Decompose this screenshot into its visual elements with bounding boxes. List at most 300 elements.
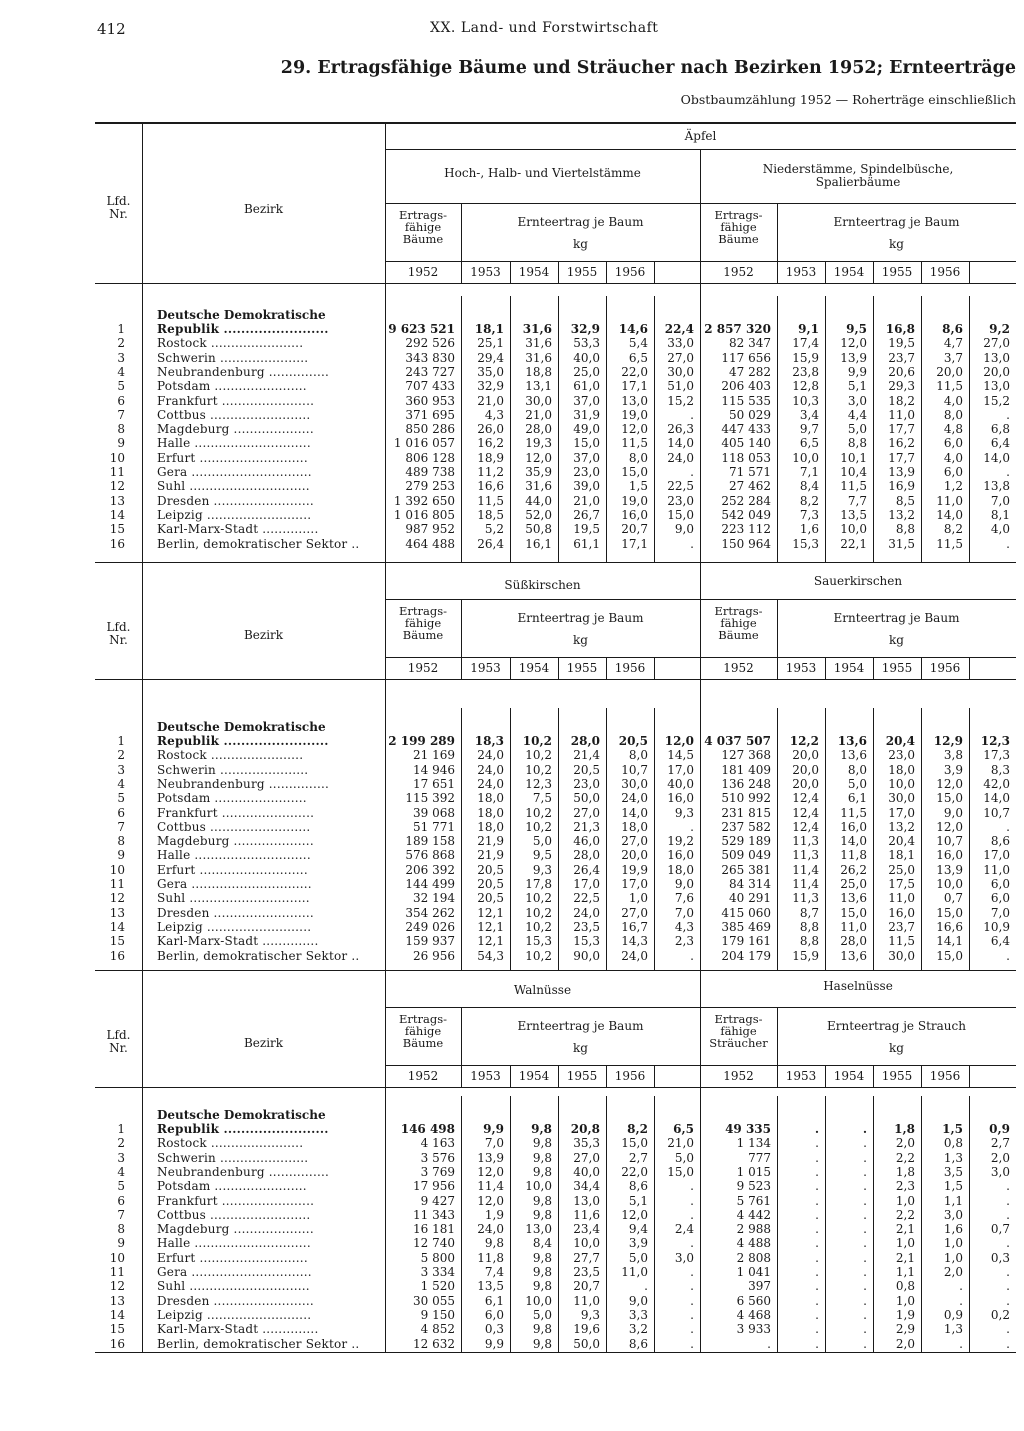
left-value-cell: 1 392 650 xyxy=(393,493,455,508)
left-value-cell: 31,6 xyxy=(525,350,552,365)
left-value-cell: 12 632 xyxy=(413,1336,455,1351)
right-value-cell: 12,0 xyxy=(936,819,963,834)
faehige-label: fähige xyxy=(720,220,757,234)
left-value-cell: 18,5 xyxy=(477,507,504,522)
left-value-cell: 14,6 xyxy=(618,322,648,336)
right-value-cell: 17,5 xyxy=(888,877,915,891)
yield-label: Ernteertrag je Baum xyxy=(517,215,644,229)
right-value-cell: . xyxy=(815,1307,819,1322)
left-value-cell: 1,0 xyxy=(628,891,648,906)
right-value-cell: 2,7 xyxy=(990,1136,1010,1151)
left-value-cell: 27,0 xyxy=(573,805,600,820)
year-1956: 1956 xyxy=(614,265,646,279)
right-value-cell: 223 112 xyxy=(721,522,771,537)
left-value-cell: 50,0 xyxy=(573,791,600,806)
right-value-cell: 26,2 xyxy=(840,862,867,877)
right-value-cell: . xyxy=(815,1150,819,1165)
left-value-cell: 15,0 xyxy=(667,507,694,522)
right-value-cell: . xyxy=(863,1193,867,1208)
row-number: 15 xyxy=(109,934,125,949)
ddr-label: Deutsche Demokratische xyxy=(157,308,326,322)
left-value-cell: 23,0 xyxy=(573,465,600,479)
left-value-cell: 14,0 xyxy=(621,805,648,820)
left-value-cell: 90,0 xyxy=(573,948,600,963)
right-value-cell: 15,3 xyxy=(792,536,819,551)
left-value-cell: 40,0 xyxy=(573,350,600,365)
right-value-cell: 405 140 xyxy=(721,436,771,451)
data-column-rule xyxy=(921,708,922,970)
year-1953: 1953 xyxy=(785,661,817,675)
left-value-cell: 21,3 xyxy=(573,819,600,834)
lfd-label: Lfd. xyxy=(106,620,131,634)
left-value-cell: 12,1 xyxy=(477,934,504,949)
left-value-cell: . xyxy=(690,536,694,551)
row-number: 7 xyxy=(117,407,125,422)
left-value-cell: 17,0 xyxy=(573,877,600,891)
bezirk-name: Republik ........................ xyxy=(157,734,329,748)
right-value-cell: 20,0 xyxy=(792,776,819,791)
right-value-cell: 14,1 xyxy=(936,934,963,949)
left-value-cell: 4 163 xyxy=(420,1136,455,1151)
left-value-cell: 9,3 xyxy=(532,862,552,877)
right-value-cell: 265 381 xyxy=(721,862,771,877)
right-value-cell: 31,5 xyxy=(888,536,915,551)
year-column-rule xyxy=(654,261,655,283)
year-1953: 1953 xyxy=(785,1069,817,1083)
left-value-cell: 0,3 xyxy=(484,1322,504,1337)
year-column-rule xyxy=(461,261,462,283)
right-fruit-title: Spalierbäume xyxy=(815,175,901,189)
yield-label: Ernteertrag je Baum xyxy=(833,215,960,229)
left-value-cell: 37,0 xyxy=(573,393,600,408)
right-value-cell: 8,8 xyxy=(895,522,915,537)
bezirk-name: Gera .............................. xyxy=(157,877,312,891)
right-value-cell: 9 523 xyxy=(736,1179,771,1194)
left-value-cell: 9,3 xyxy=(674,805,694,820)
subheader-rule xyxy=(385,1007,1016,1008)
bezirk-name: Cottbus ......................... xyxy=(157,407,311,422)
row-number: 3 xyxy=(117,350,125,365)
right-value-cell: 9,5 xyxy=(846,322,867,336)
left-value-cell: 54,3 xyxy=(477,948,504,963)
right-value-cell: . xyxy=(815,1236,819,1251)
right-value-cell: 6,0 xyxy=(943,465,963,479)
data-column-rule xyxy=(825,708,826,970)
count-column-rule xyxy=(461,1007,462,1065)
left-value-cell: 30 055 xyxy=(413,1293,455,1308)
data-column-rule xyxy=(777,708,778,970)
left-value-cell: 279 253 xyxy=(405,479,455,494)
left-value-cell: . xyxy=(690,465,694,479)
left-value-cell: 29,4 xyxy=(477,350,504,365)
year-column-rule xyxy=(606,1065,607,1087)
year-1954: 1954 xyxy=(833,265,865,279)
left-value-cell: 17 651 xyxy=(413,776,455,791)
left-value-cell: 14,5 xyxy=(667,748,694,763)
right-value-cell: 15,2 xyxy=(983,393,1010,408)
right-value-cell: 12,4 xyxy=(792,805,819,820)
year-column-rule xyxy=(969,261,970,283)
right-value-cell: 1,9 xyxy=(895,1307,915,1322)
left-value-cell: 20,5 xyxy=(573,762,600,777)
bezirk-name: Magdeburg .................... xyxy=(157,834,314,849)
left-value-cell: 13,0 xyxy=(573,1193,600,1208)
left-value-cell: 9,8 xyxy=(532,1322,552,1337)
data-column-rule xyxy=(461,296,462,562)
right-value-cell: 14,0 xyxy=(840,834,867,849)
right-value-cell: 2,0 xyxy=(895,1136,915,1151)
right-value-cell: 16,2 xyxy=(888,436,915,451)
right-value-cell: . xyxy=(1006,1179,1010,1194)
data-column-rule xyxy=(873,708,874,970)
right-value-cell: 127 368 xyxy=(721,748,771,763)
left-value-cell: 850 286 xyxy=(405,422,455,437)
left-value-cell: 3,3 xyxy=(628,1307,648,1322)
year-column-rule xyxy=(969,657,970,679)
left-value-cell: 2,7 xyxy=(628,1150,648,1165)
year-1954: 1954 xyxy=(518,1069,550,1083)
count-column-rule xyxy=(777,599,778,657)
right-value-cell: 1 041 xyxy=(736,1265,771,1279)
ddr-label: Deutsche Demokratische xyxy=(157,720,326,734)
right-value-cell: 13,2 xyxy=(888,819,915,834)
right-value-cell: 10,4 xyxy=(840,465,867,479)
right-value-cell: 8,2 xyxy=(799,493,819,508)
left-value-cell: 9,8 xyxy=(484,1236,504,1251)
nr-label: Nr. xyxy=(109,1041,128,1055)
right-value-cell: . xyxy=(863,1250,867,1265)
right-value-cell: 15,0 xyxy=(936,791,963,806)
right-value-cell: 13,9 xyxy=(936,862,963,877)
left-value-cell: 24,0 xyxy=(477,762,504,777)
left-value-cell: 10,0 xyxy=(525,1179,552,1194)
left-value-cell: 18,3 xyxy=(474,734,504,748)
left-value-cell: 27,0 xyxy=(621,834,648,849)
right-value-cell: 10,0 xyxy=(936,877,963,891)
right-value-cell: 11,3 xyxy=(792,848,819,863)
right-value-cell: 2,1 xyxy=(895,1222,915,1237)
left-value-cell: 16,0 xyxy=(667,848,694,863)
year-column-rule xyxy=(969,1065,970,1087)
right-value-cell: . xyxy=(1006,1279,1010,1294)
right-value-cell: . xyxy=(1006,536,1010,551)
ertrags-label: Ertrags- xyxy=(398,208,448,222)
right-value-cell: 8,3 xyxy=(990,762,1010,777)
left-value-cell: 12,1 xyxy=(477,919,504,934)
year-1953: 1953 xyxy=(470,1069,501,1083)
right-value-cell: 1,3 xyxy=(943,1150,963,1165)
right-value-cell: 1,6 xyxy=(799,522,819,537)
right-fruit-title: Sauerkirschen xyxy=(813,574,903,588)
data-column-rule xyxy=(461,1096,462,1352)
left-value-cell: 20,8 xyxy=(570,1122,600,1136)
right-value-cell: 17,7 xyxy=(888,422,915,437)
left-value-cell: 17 956 xyxy=(413,1179,455,1194)
left-value-cell: 12,0 xyxy=(621,1207,648,1222)
year-1956: 1956 xyxy=(929,265,961,279)
count-column-rule xyxy=(461,599,462,657)
right-value-cell: 42,0 xyxy=(983,776,1010,791)
data-column-rule xyxy=(921,296,922,562)
left-value-cell: 19,6 xyxy=(573,1322,600,1337)
year-column-rule xyxy=(558,1065,559,1087)
year-column-rule xyxy=(777,261,778,283)
yield-label: Ernteertrag je Baum xyxy=(517,1019,644,1033)
left-value-cell: 18,9 xyxy=(477,450,504,465)
right-value-cell: 10,0 xyxy=(840,522,867,537)
right-value-cell: . xyxy=(863,1336,867,1351)
right-value-cell: 10,7 xyxy=(936,834,963,849)
left-value-cell: 37,0 xyxy=(573,450,600,465)
bezirk-name: Magdeburg .................... xyxy=(157,1222,314,1237)
left-value-cell: . xyxy=(690,1193,694,1208)
right-value-cell: 179 161 xyxy=(721,934,771,949)
right-value-cell: . xyxy=(815,1207,819,1222)
left-value-cell: 806 128 xyxy=(405,450,455,465)
right-value-cell: 5 761 xyxy=(736,1193,771,1208)
left-value-cell: 10,2 xyxy=(525,905,552,920)
data-column-rule xyxy=(777,296,778,562)
right-value-cell: . xyxy=(815,1293,819,1308)
left-value-cell: 32 194 xyxy=(413,891,455,906)
left-value-cell: . xyxy=(690,1236,694,1251)
left-value-cell: 9,8 xyxy=(532,1265,552,1279)
kg-unit-label: kg xyxy=(573,237,588,251)
left-value-cell: 9,8 xyxy=(532,1250,552,1265)
left-value-cell: 34,4 xyxy=(573,1179,600,1194)
right-value-cell: 0,2 xyxy=(990,1307,1010,1322)
left-value-cell: 35,0 xyxy=(477,364,504,379)
year-1953: 1953 xyxy=(470,661,501,675)
left-value-cell: 24,0 xyxy=(477,776,504,791)
row-number: 1 xyxy=(117,322,125,336)
left-value-cell: 15,3 xyxy=(573,934,600,949)
left-value-cell: 707 433 xyxy=(405,379,455,394)
left-value-cell: 2,3 xyxy=(674,934,694,949)
left-value-cell: 30,0 xyxy=(621,776,648,791)
left-value-cell: 26,0 xyxy=(477,422,504,437)
right-value-cell: 1,0 xyxy=(895,1236,915,1251)
left-value-cell: 4,3 xyxy=(484,407,504,422)
left-value-cell: 28,0 xyxy=(525,422,552,437)
left-value-cell: 10,2 xyxy=(525,805,552,820)
left-value-cell: 16,2 xyxy=(477,436,504,451)
right-value-cell: 9,9 xyxy=(847,364,867,379)
left-value-cell: 31,9 xyxy=(573,407,600,422)
right-value-cell: 4,7 xyxy=(943,336,963,351)
right-value-cell: 1,0 xyxy=(895,1293,915,1308)
bezirk-name: Schwerin ...................... xyxy=(157,350,309,365)
left-value-cell: 19,5 xyxy=(573,522,600,537)
left-value-cell: 25,0 xyxy=(573,364,600,379)
left-value-cell: 360 953 xyxy=(405,393,455,408)
left-value-cell: 3 769 xyxy=(420,1164,455,1179)
right-value-cell: 1,8 xyxy=(894,1122,915,1136)
right-value-cell: 3,0 xyxy=(943,1207,963,1222)
data-column-rule xyxy=(510,296,511,562)
year-column-rule xyxy=(558,261,559,283)
right-value-cell: 27 462 xyxy=(729,479,771,494)
data-column-rule xyxy=(654,708,655,970)
right-value-cell: 181 409 xyxy=(721,762,771,777)
left-value-cell: . xyxy=(690,407,694,422)
right-value-cell: 49 335 xyxy=(725,1122,771,1136)
row-number: 3 xyxy=(117,1150,125,1165)
data-column-rule xyxy=(873,296,874,562)
row-number: 6 xyxy=(117,1193,125,1208)
right-value-cell: 510 992 xyxy=(721,791,771,806)
left-value-cell: 21,0 xyxy=(573,493,600,508)
year-column-rule xyxy=(825,261,826,283)
right-value-cell: 2,1 xyxy=(895,1250,915,1265)
row-number: 14 xyxy=(109,507,125,522)
year-1954: 1954 xyxy=(518,661,550,675)
right-value-cell: . xyxy=(767,1336,771,1351)
right-value-cell: 16,9 xyxy=(888,479,915,494)
left-value-cell: 13,0 xyxy=(525,1222,552,1237)
right-value-cell: 4 037 507 xyxy=(704,734,771,748)
right-value-cell: 18,0 xyxy=(888,762,915,777)
left-value-cell: 18,0 xyxy=(667,862,694,877)
right-value-cell: 206 403 xyxy=(721,379,771,394)
right-value-cell: 1,6 xyxy=(943,1222,963,1237)
left-value-cell: 2 199 289 xyxy=(388,734,455,748)
right-value-cell: 13,6 xyxy=(840,948,867,963)
lfd-column-rule xyxy=(142,562,143,970)
right-value-cell: 20,4 xyxy=(888,834,915,849)
right-value-cell: 23,0 xyxy=(888,748,915,763)
left-value-cell: 22,0 xyxy=(621,1164,648,1179)
right-value-cell: 0,8 xyxy=(943,1136,963,1151)
right-value-cell: 2 857 320 xyxy=(704,322,771,336)
left-value-cell: . xyxy=(690,948,694,963)
left-value-cell: 13,5 xyxy=(477,1279,504,1294)
right-value-cell: . xyxy=(815,1179,819,1194)
right-value-cell: 3 933 xyxy=(736,1322,771,1337)
right-value-cell: 16,6 xyxy=(936,919,963,934)
left-value-cell: 20,5 xyxy=(477,877,504,891)
left-value-cell: 12,0 xyxy=(621,422,648,437)
left-value-cell: 1 016 805 xyxy=(393,507,455,522)
count-unit-label: Sträucher xyxy=(709,1036,768,1050)
right-value-cell: 50 029 xyxy=(729,407,771,422)
right-value-cell: 117 656 xyxy=(721,350,771,365)
left-value-cell: 30,0 xyxy=(525,393,552,408)
left-value-cell: 23,0 xyxy=(667,493,694,508)
right-value-cell: 20,4 xyxy=(885,734,915,748)
bezirk-name: Karl-Marx-Stadt .............. xyxy=(157,1322,319,1337)
left-value-cell: 24,0 xyxy=(621,948,648,963)
bezirk-name: Rostock ....................... xyxy=(157,1136,304,1151)
left-value-cell: 12,0 xyxy=(477,1193,504,1208)
left-value-cell: 26,7 xyxy=(573,507,600,522)
lfd-label: Lfd. xyxy=(106,194,131,208)
row-number: 8 xyxy=(117,834,125,849)
yield-label: Ernteertrag je Baum xyxy=(833,611,960,625)
left-value-cell: 26,3 xyxy=(667,422,694,437)
left-value-cell: 4,3 xyxy=(674,919,694,934)
left-value-cell: 39 068 xyxy=(413,805,455,820)
year-column-rule xyxy=(558,657,559,679)
right-value-cell: 9,1 xyxy=(798,322,819,336)
row-number: 10 xyxy=(109,450,125,465)
right-value-cell: 1,0 xyxy=(943,1250,963,1265)
left-value-cell: 12,1 xyxy=(477,905,504,920)
data-column-rule xyxy=(558,1096,559,1352)
left-value-cell: 15,0 xyxy=(573,436,600,451)
year-1956: 1956 xyxy=(614,661,646,675)
left-value-cell: 14,0 xyxy=(667,436,694,451)
left-value-cell: 24,0 xyxy=(573,905,600,920)
left-value-cell: 20,7 xyxy=(621,522,648,537)
nr-label: Nr. xyxy=(109,633,128,647)
data-column-rule xyxy=(558,708,559,970)
bezirk-name: Berlin, demokratischer Sektor .. xyxy=(157,948,360,963)
right-value-cell: 16,0 xyxy=(888,905,915,920)
year-1954: 1954 xyxy=(518,265,550,279)
left-value-cell: 354 262 xyxy=(405,905,455,920)
left-value-cell: . xyxy=(690,1322,694,1337)
left-value-cell: 25,1 xyxy=(477,336,504,351)
row-number: 16 xyxy=(109,536,125,551)
right-value-cell: 4 442 xyxy=(736,1207,771,1222)
left-value-cell: 7,4 xyxy=(484,1265,504,1279)
right-value-cell: 17,4 xyxy=(792,336,819,351)
left-value-cell: 9,3 xyxy=(580,1307,600,1322)
row-number: 7 xyxy=(117,1207,125,1222)
right-value-cell: 7,0 xyxy=(990,905,1010,920)
left-value-cell: 18,0 xyxy=(477,819,504,834)
right-value-cell: 12,4 xyxy=(792,791,819,806)
bezirk-name: Rostock ....................... xyxy=(157,748,304,763)
left-value-cell: . xyxy=(690,1207,694,1222)
count-column-rule xyxy=(461,203,462,261)
table-title: 29. Ertragsfähige Bäume und Sträucher nach Bezirken 1952; Ernteerträge xyxy=(280,58,1016,78)
right-value-cell: 12,9 xyxy=(933,734,963,748)
right-value-cell: 8,0 xyxy=(847,762,867,777)
left-value-cell: . xyxy=(690,1307,694,1322)
right-value-cell: 22,1 xyxy=(840,536,867,551)
right-value-cell: 12,0 xyxy=(840,336,867,351)
bezirk-name: Neubrandenburg ............... xyxy=(157,1164,330,1179)
right-value-cell: 252 284 xyxy=(721,493,771,508)
right-value-cell: . xyxy=(815,1336,819,1351)
left-value-cell: 9,8 xyxy=(532,1279,552,1294)
right-value-cell: 150 964 xyxy=(721,536,771,551)
left-value-cell: 51,0 xyxy=(667,379,694,394)
left-value-cell: 7,0 xyxy=(484,1136,504,1151)
right-value-cell: . xyxy=(1006,1322,1010,1337)
year-1953: 1953 xyxy=(785,265,817,279)
right-value-cell: 2,0 xyxy=(943,1265,963,1279)
data-column-rule xyxy=(969,708,970,970)
left-value-cell: 11,4 xyxy=(477,1179,504,1194)
year-1952: 1952 xyxy=(407,1069,439,1083)
left-value-cell: 10,2 xyxy=(525,748,552,763)
left-value-cell: 18,0 xyxy=(477,791,504,806)
row-number: 2 xyxy=(117,336,125,351)
right-value-cell: 3,5 xyxy=(943,1164,963,1179)
right-value-cell: 16,8 xyxy=(885,322,915,336)
right-value-cell: . xyxy=(863,1279,867,1294)
chapter-heading: XX. Land- und Forstwirtschaft xyxy=(430,20,659,36)
left-value-cell: 61,0 xyxy=(573,379,600,394)
year-1952: 1952 xyxy=(723,1069,754,1083)
left-value-cell: . xyxy=(644,1279,648,1294)
bezirk-name: Erfurt ........................... xyxy=(157,450,308,465)
right-value-cell: 47 282 xyxy=(729,364,771,379)
left-value-cell: 19,2 xyxy=(667,834,694,849)
